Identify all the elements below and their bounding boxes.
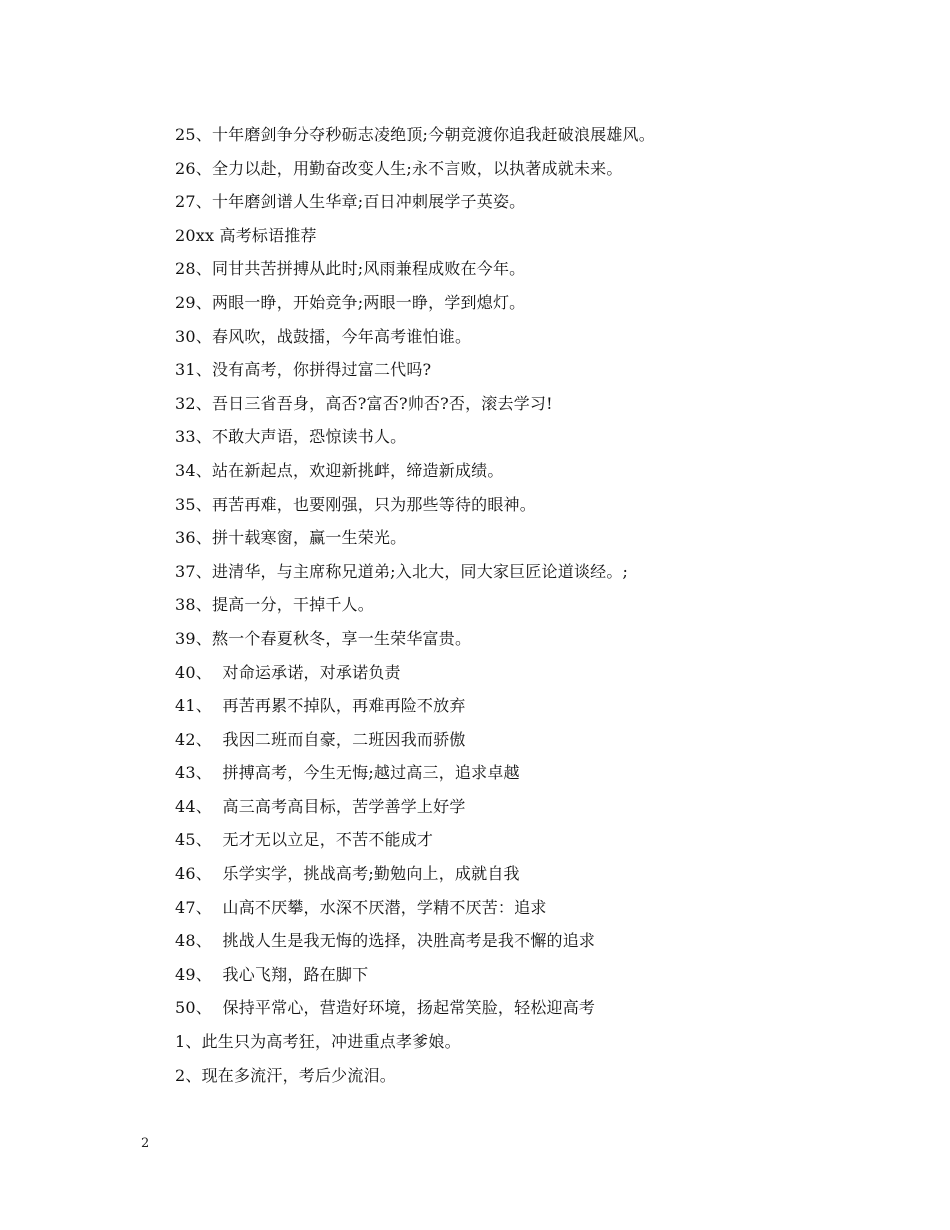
text-line: 45、 无才无以立足，不苦不能成才 [175, 830, 434, 850]
page-number: 2 [141, 1136, 150, 1151]
section-heading: 20xx 高考标语推荐 [175, 225, 317, 245]
text-line: 38、提高一分，干掉千人。 [175, 595, 374, 615]
text-line: 27、十年磨剑谱人生华章;百日冲刺展学子英姿。 [175, 192, 526, 212]
text-line: 31、没有高考，你拼得过富二代吗? [175, 360, 432, 380]
text-line: 25、十年磨剑争分夺秒砺志凌绝顶;今朝竞渡你追我赶破浪展雄风。 [175, 125, 655, 144]
text-line: 30、春风吹，战鼓擂，今年高考谁怕谁。 [175, 326, 472, 346]
text-line: 48、 挑战人生是我无悔的选择，决胜高考是我不懈的追求 [175, 931, 596, 951]
text-line: 28、同甘共苦拼搏从此时;风雨兼程成败在今年。 [175, 259, 526, 279]
text-line: 33、不敢大声语，恐惊读书人。 [175, 427, 407, 447]
text-line: 46、 乐学实学，挑战高考;勤勉向上，成就自我 [175, 864, 520, 884]
text-line: 29、两眼一睁，开始竞争;两眼一睁，学到熄灯。 [175, 292, 526, 312]
text-line: 39、熬一个春夏秋冬，享一生荣华富贵。 [175, 628, 472, 648]
text-line: 2、现在多流汗，考后少流泪。 [175, 1065, 396, 1085]
text-line: 40、 对命运承诺，对承诺负责 [175, 662, 401, 682]
text-line: 34、站在新起点，欢迎新挑衅，缔造新成绩。 [175, 460, 504, 480]
text-line: 26、全力以赴，用勤奋改变人生;永不言败，以执著成就未来。 [175, 158, 623, 178]
text-line: 35、再苦再难，也要刚强，只为那些等待的眼神。 [175, 494, 536, 514]
text-line: 44、 高三高考高目标，苦学善学上好学 [175, 796, 466, 816]
text-line: 41、 再苦再累不掉队，再难再险不放弃 [175, 696, 466, 716]
text-line: 36、拼十载寒窗，赢一生荣光。 [175, 528, 407, 548]
text-line: 1、此生只为高考狂，冲进重点孝爹娘。 [175, 1032, 461, 1052]
text-line: 50、 保持平常心，营造好环境，扬起常笑脸，轻松迎高考 [175, 998, 596, 1018]
text-line: 49、 我心飞翔，路在脚下 [175, 964, 369, 984]
text-line: 37、进清华，与主席称兄道弟;入北大，同大家巨匠论道谈经。; [175, 561, 629, 581]
text-line: 47、 山高不厌攀，水深不厌潜，学精不厌苦：追求 [175, 897, 547, 917]
text-line: 32、吾日三省吾身，高否?富否?帅否?否，滚去学习! [175, 393, 553, 413]
document-body [175, 118, 875, 1092]
text-line: 42、 我因二班而自豪，二班因我而骄傲 [175, 729, 466, 749]
text-line: 43、 拼搏高考，今生无悔;越过高三，追求卓越 [175, 763, 520, 783]
